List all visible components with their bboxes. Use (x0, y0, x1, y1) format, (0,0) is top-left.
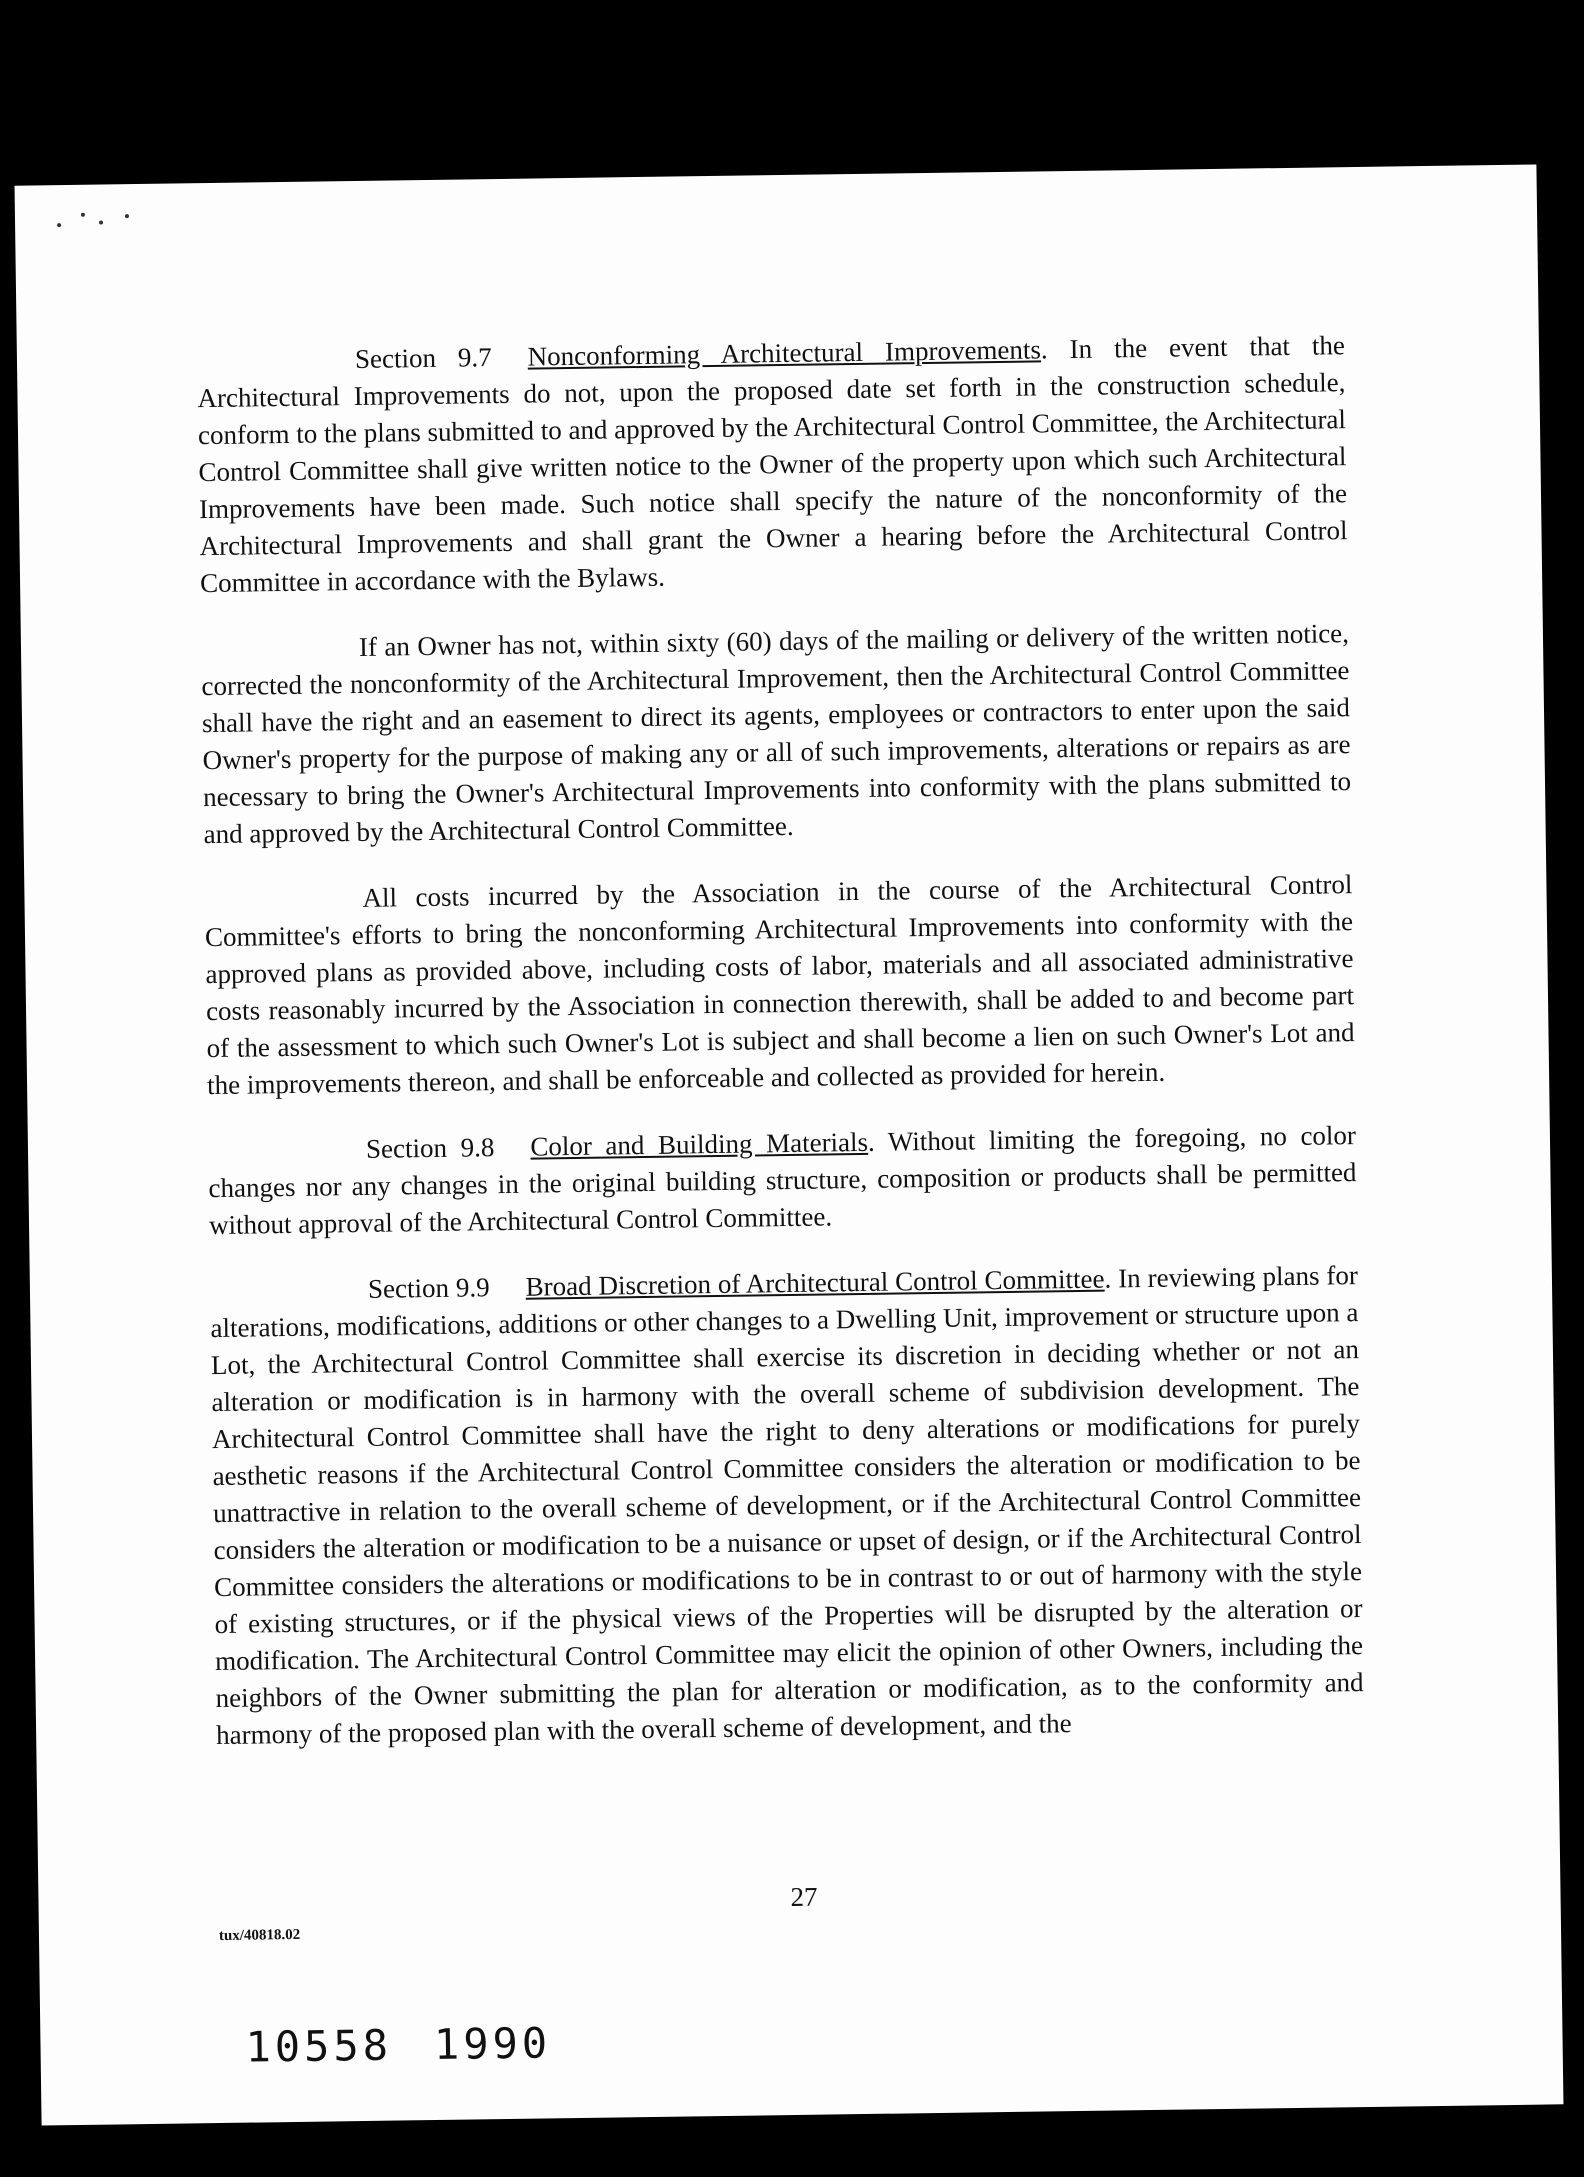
stamp-book: 10558 (245, 2020, 393, 2072)
recording-stamp (245, 2018, 551, 2071)
scan-speck (125, 214, 129, 218)
body-text (197, 327, 1365, 1783)
document-page (15, 164, 1564, 2125)
section-title: Broad Discretion of Architectural Control Committee (525, 1263, 1105, 1302)
scan-speck (57, 223, 61, 227)
section-title: Nonconforming Architectural Improvements (527, 334, 1042, 372)
section-9-7 (197, 327, 1349, 602)
document-code: tux/40818.02 (218, 1926, 301, 1945)
section-9-9 (210, 1257, 1365, 1754)
scan-speck (99, 220, 103, 224)
page-number: 27 (790, 1881, 818, 1913)
section-number: Section 9.7 (354, 342, 492, 374)
section-title: Color and Building Materials (530, 1126, 869, 1162)
section-number: Section 9.8 (365, 1132, 495, 1164)
paragraph-text: If an Owner has not, within sixty (60) days of the mailing or delivery of the written notice, corrected the nonconformity of the Architectural Improvement, then the Architectural Control Committee shall have the right and an easement to direct its agents, employees or contractors to enter upon the said Owner's property for the purpose of making any or all of such improvements, alterations or repairs as are necessary to bring the Owner's Architectural Improvements into conformity with the plans submitted to and approved by the Architectural Control Committee. (201, 618, 1352, 850)
paragraph (201, 615, 1352, 853)
section-text: . In the event that the Architectural Improvements do not, upon the proposed date set forth in the construction schedule, conform to the plans submitted to and approved by the Architectural Control Committee, the Architectural Control Committee shall give written notice to the Owner of the property upon which such Architectural Improvements have been made. Such notice shall specify the nature of the nonconformity of the Architectural Improvements and shall grant the Owner a hearing before the Architectural Control Committee in accordance with the Bylaws. (197, 330, 1348, 599)
scan-speck (81, 213, 85, 217)
paragraph-text: All costs incurred by the Association in the course of the Architectural Control Committee's efforts to bring the nonconforming Architectural Improvements into conformity with the approved plans as provided above, including costs of labor, materials and all associated administrative costs reasonably incurred by the Association in connection therewith, shall be added to and become part of the assessment to which such Owner's Lot is subject and shall become a lien on such Owner's Lot and the improvements thereon, and shall be enforceable and collected as provided for herein. (204, 869, 1355, 1101)
section-9-8 (208, 1117, 1357, 1244)
paragraph (204, 866, 1355, 1104)
section-number: Section 9.9 (367, 1272, 490, 1304)
section-text: . Without limiting the foregoing, no color changes nor any changes in the original building structure, composition or products shall be permitted without approval of the Architectural Control Committee. (208, 1120, 1357, 1241)
section-text: . In reviewing plans for alterations, modifications, additions or other changes to a Dwelling Unit, improvement or structure upon a Lot, the Architectural Control Committee shall exercise its discretion in deciding whether or not an alteration or modification is in harmony with the overall scheme of subdivision development. The Architectural Control Committee shall have the right to deny alterations or modifications for purely aesthetic reasons if the Architectural Control Committee considers the alteration or modification to be unattractive in relation to the overall scheme of development, or if the Architectural Control Committee considers the alteration or modification to be a nuisance or upset of design, or if the Architectural Control Committee considers the alterations or modifications to be in contrast to or out of harmony with the style of existing structures, or if the physical views of the Properties will be disrupted by the alteration or modification. The Architectural Control Committee may elicit the opinion of other Owners, including the neighbors of the Owner submitting the plan for alteration or modification, as to the conformity and harmony of the proposed plan with the overall scheme of development, and the (210, 1260, 1364, 1751)
stamp-page: 1990 (433, 2018, 552, 2070)
